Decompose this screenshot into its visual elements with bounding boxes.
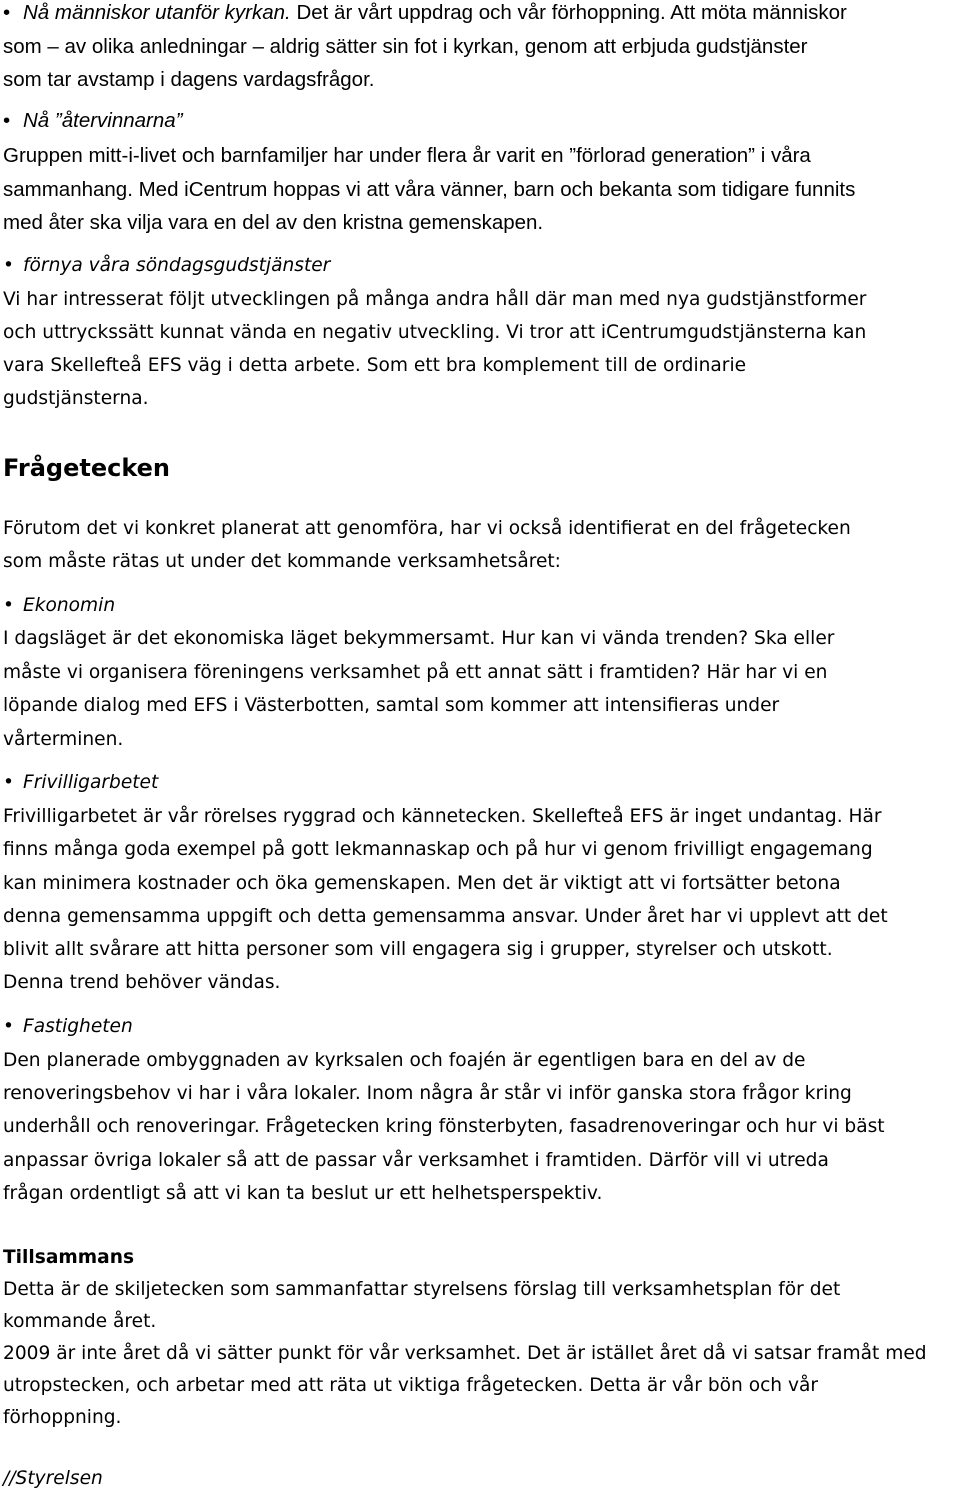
section-heading-tillsammans: Tillsammans [3, 1247, 135, 1268]
bullet-heading: Fastigheten [23, 1016, 133, 1037]
bullet-frivilligarbetet [3, 774, 158, 793]
paragraph-line: gudstjänsterna. [3, 388, 149, 409]
paragraph-line: som måste rätas ut under det kommande verksamhetsåret: [3, 551, 561, 572]
paragraph-line: och uttryckssätt kunnat vända en negativ utveckling. Vi tror att iCentrumgudstjänsterna kan [3, 322, 867, 343]
paragraph-line: I dagsläget är det ekonomiska läget bekymmersamt. Hur kan vi vända trenden? Ska eller [3, 628, 835, 649]
bullet-ekonomin [3, 597, 115, 616]
paragraph-line: kommande året. [3, 1311, 157, 1332]
paragraph-line: måste vi organisera föreningens verksamhet på ett annat sätt i framtiden? Här har vi en [3, 662, 828, 683]
bullet-glyph: • [3, 772, 14, 793]
bullet-heading: Ekonomin [23, 595, 116, 616]
paragraph-line: renoveringsbehov vi har i våra lokaler. Inom några år står vi inför ganska stora frågor kring [3, 1083, 852, 1104]
bullet-söndagsgudstjänster [3, 257, 330, 276]
bullet-glyph: • [3, 1, 11, 24]
paragraph-line: finns många goda exempel på gott lekmannaskap och på hur vi genom frivilligt engagemang [3, 839, 873, 860]
paragraph-line: Förutom det vi konkret planerat att genomföra, har vi också identifierat en del frågetecken [3, 518, 851, 539]
bullet-fastigheten [3, 1018, 133, 1037]
paragraph-line: 2009 är inte året då vi sätter punkt för vår verksamhet. Det är istället året då vi satsar framåt med [3, 1343, 927, 1364]
paragraph-line: vara Skellefteå EFS väg i detta arbete. Som ett bra komplement till de ordinarie [3, 355, 747, 376]
paragraph-line: Det är vårt uppdrag och vår förhoppning. Att möta människor [290, 1, 847, 24]
bullet-heading: Nå ”återvinnarna” [23, 109, 183, 132]
paragraph-line: vårterminen. [3, 729, 124, 750]
paragraph-line: utropstecken, och arbetar med att räta ut viktiga frågetecken. Detta är vår bön och vår [3, 1375, 819, 1396]
paragraph-line: Frivilligarbetet är vår rörelses ryggrad och kännetecken. Skellefteå EFS är inget undantag. Här [3, 806, 882, 827]
paragraph-line: blivit allt svårare att hitta personer som vill engagera sig i grupper, styrelser och utskott. [3, 939, 833, 960]
paragraph-line: löpande dialog med EFS i Västerbotten, samtal som kommer att intensifieras under [3, 695, 780, 716]
section-heading-fragetecken: Frågetecken [3, 454, 171, 482]
bullet-glyph: • [3, 595, 14, 616]
paragraph-line: anpassar övriga lokaler så att de passar vår verksamhet i framtiden. Därför vill vi utreda [3, 1150, 829, 1171]
paragraph-line: som – av olika anledningar – aldrig sätter sin fot i kyrkan, genom att erbjuda gudstjänster [3, 35, 808, 58]
paragraph-line: denna gemensamma uppgift och detta gemensamma ansvar. Under året har vi upplevt att det [3, 906, 888, 927]
paragraph-line: som tar avstamp i dagens vardagsfrågor. [3, 68, 375, 91]
bullet-heading: Frivilligarbetet [23, 772, 159, 793]
paragraph-line: sammanhang. Med iCentrum hoppas vi att våra vänner, barn och bekanta som tidigare funnits [3, 178, 856, 201]
bullet-heading: förnya våra söndagsgudstjänster [23, 255, 331, 276]
paragraph-line: förhoppning. [3, 1407, 122, 1428]
bullet-glyph: • [3, 255, 14, 276]
paragraph-line: frågan ordentligt så att vi kan ta beslut ur ett helhetsperspektiv. [3, 1183, 603, 1204]
bullet-nå-människor [3, 3, 847, 24]
paragraph-line: Gruppen mitt-i-livet och barnfamiljer har under flera år varit en ”förlorad generation” i våra [3, 144, 811, 167]
bullet-glyph: • [3, 109, 11, 132]
bullet-återvinnarna [3, 111, 183, 132]
paragraph-line: Denna trend behöver vändas. [3, 972, 281, 993]
paragraph-line: med åter ska vilja vara en del av den kristna gemenskapen. [3, 211, 544, 234]
paragraph-line: Vi har intresserat följt utvecklingen på många andra håll där man med nya gudstjänstformer [3, 289, 867, 310]
bullet-heading: Nå människor utanför kyrkan. [23, 1, 291, 24]
paragraph-line: Detta är de skiljetecken som sammanfattar styrelsens förslag till verksamhetsplan för det [3, 1279, 841, 1300]
bullet-glyph: • [3, 1016, 14, 1037]
paragraph-line: Den planerade ombyggnaden av kyrksalen och foajén är egentligen bara en del av de [3, 1050, 806, 1071]
paragraph-line: kan minimera kostnader och öka gemenskapen. Men det är viktigt att vi fortsätter betona [3, 873, 841, 894]
signature: //Styrelsen [3, 1468, 103, 1489]
paragraph-line: underhåll och renoveringar. Frågetecken kring fönsterbyten, fasadrenoveringar och hur vi bäst [3, 1116, 885, 1137]
